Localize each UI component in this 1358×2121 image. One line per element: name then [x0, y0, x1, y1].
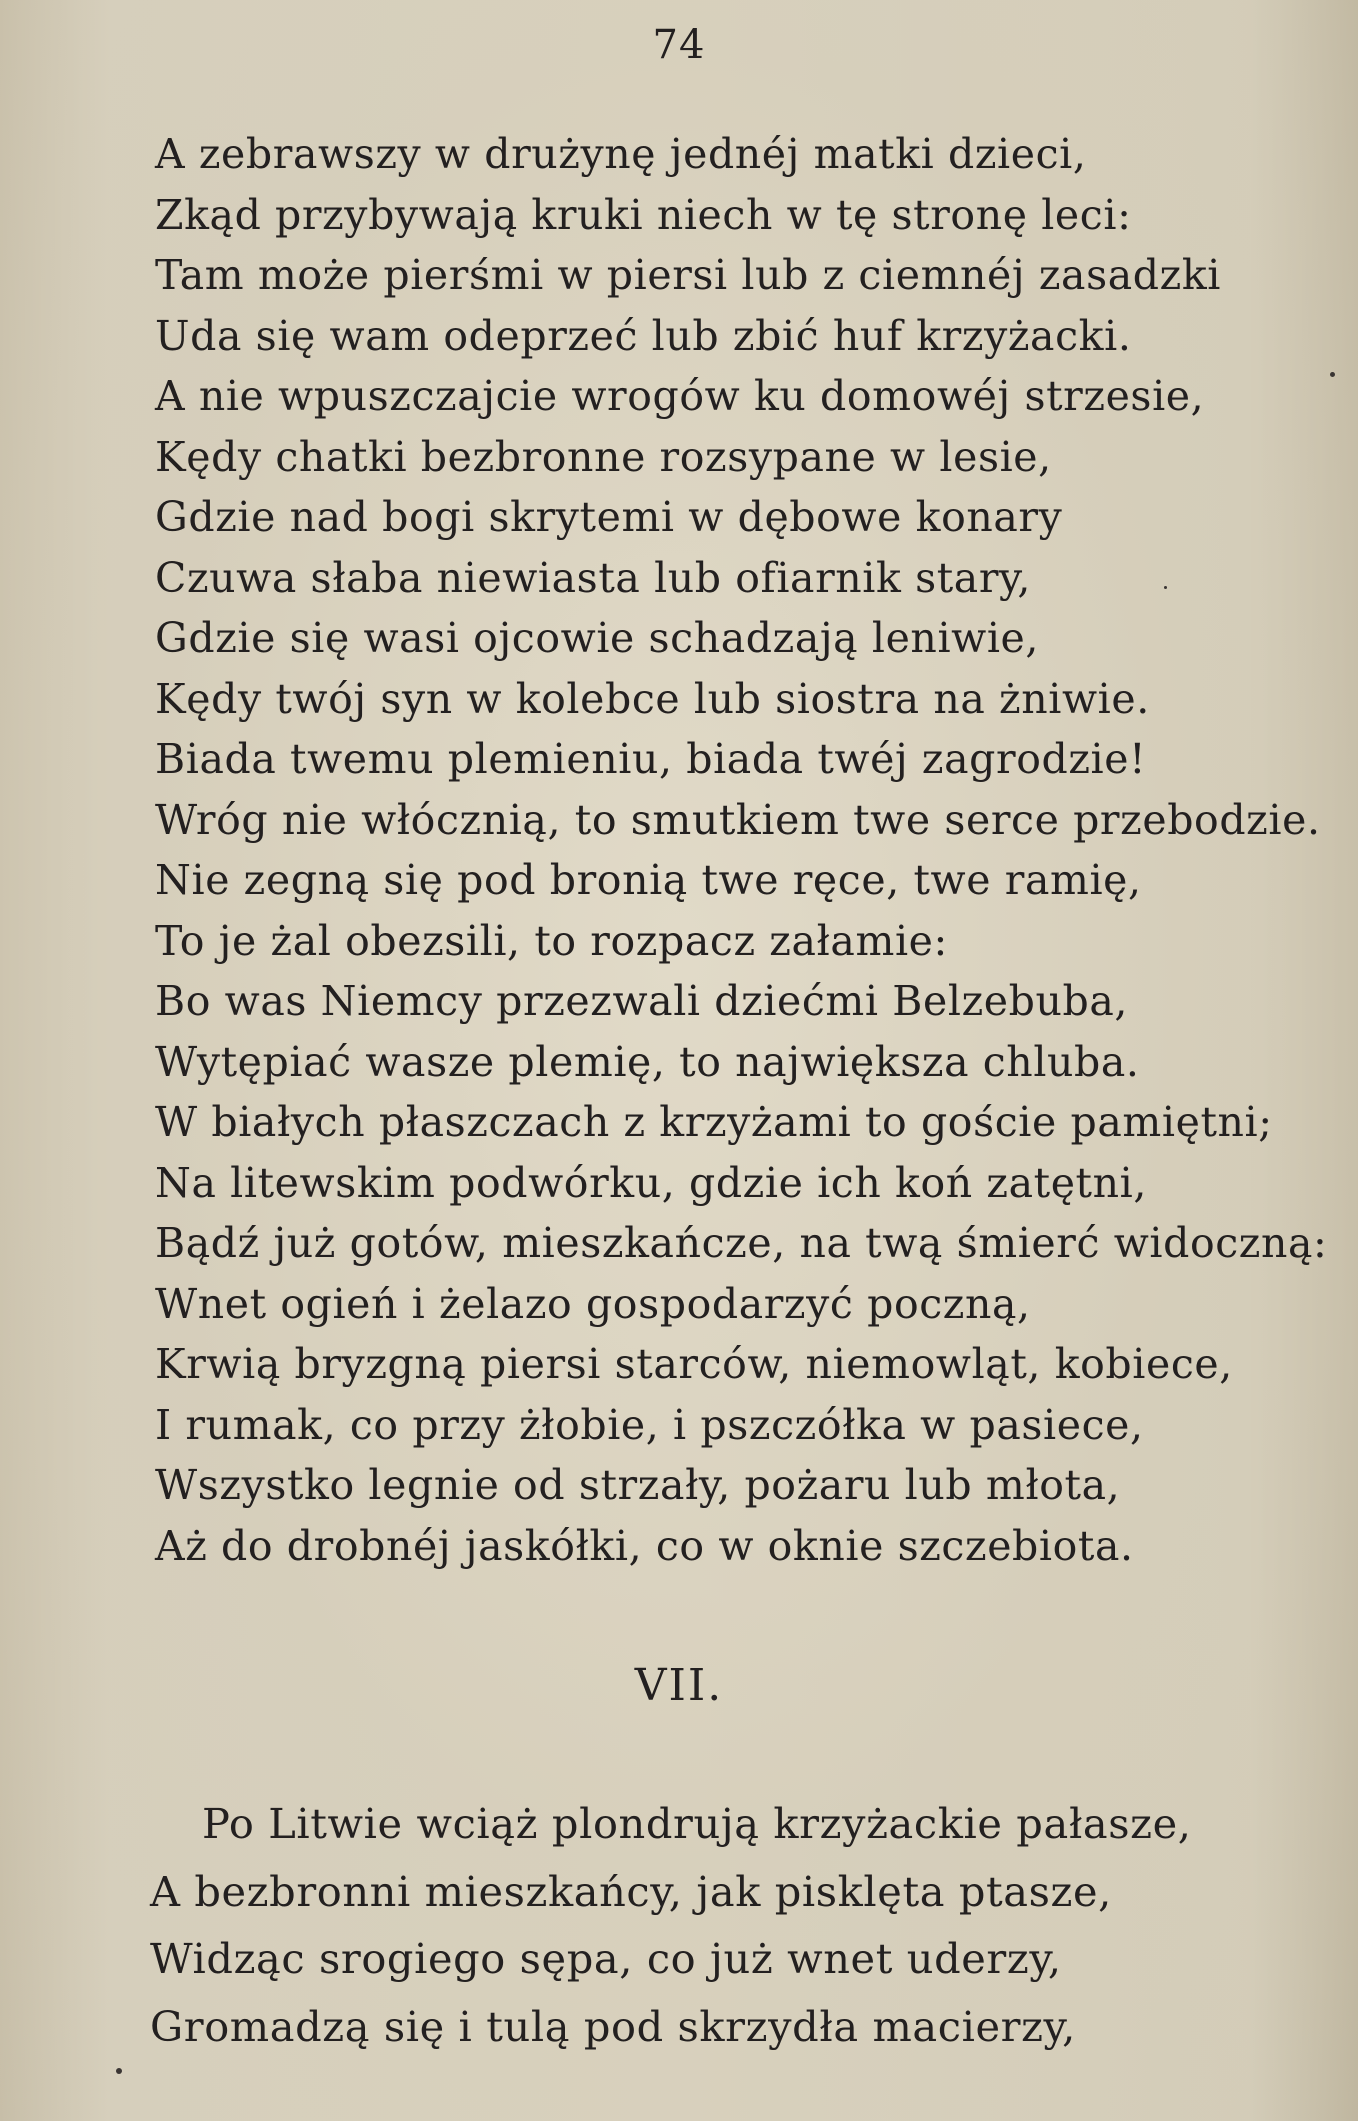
verse-line: Gdzie się wasi ojcowie schadzają leniwie,: [155, 614, 1040, 662]
verse-line: Tam może pierśmi w piersi lub z ciemnéj zasadzki: [155, 251, 1221, 299]
verse-line: Gromadzą się i tulą pod skrzydła macierzy,: [150, 2001, 1076, 2051]
stanza-2: [150, 1790, 1192, 2060]
verse-line: I rumak, co przy żłobie, i pszczółka w pasiece,: [155, 1400, 1144, 1449]
verse-line: Czuwa słaba niewiasta lub ofiarnik stary,: [155, 553, 1031, 602]
page-number: 74: [652, 22, 706, 68]
verse-line: A nie wpuszczajcie wrogów ku domowéj strzesie,: [155, 372, 1205, 420]
verse-line: Kędy chatki bezbronne rozsypane w lesie,: [155, 432, 1052, 481]
verse-line: Kędy twój syn w kolebce lub siostra na żniwie.: [155, 674, 1150, 723]
stanza-1: [155, 124, 1327, 1576]
verse-line: Gdzie nad bogi skrytemi w dębowe konary: [155, 493, 1063, 541]
verse-line: A zebrawszy w drużynę jednéj matki dzieci,: [155, 130, 1087, 178]
verse-line: Uda się wam odeprzeć lub zbić huf krzyżacki.: [155, 311, 1132, 360]
verse-line: Wytępiać wasze plemię, to największa chluba.: [155, 1037, 1140, 1086]
verse-line: Bo was Niemcy przezwali dziećmi Belzebuba,: [155, 977, 1129, 1025]
verse-line: Widząc srogiego sępa, co już wnet uderzy,: [150, 1934, 1062, 1983]
verse-line: Krwią bryzgną piersi starców, niemowląt, kobiece,: [155, 1340, 1233, 1388]
paper-speck: [1330, 372, 1335, 377]
verse-line: A bezbronni mieszkańcy, jak pisklęta ptasze,: [150, 1866, 1112, 1916]
verse-line: W białych płaszczach z krzyżami to goście pamiętni;: [155, 1098, 1273, 1146]
verse-line: Bądź już gotów, mieszkańcze, na twą śmierć widoczną:: [155, 1219, 1328, 1267]
verse-line: Na litewskim podwórku, gdzie ich koń zatętni,: [155, 1158, 1147, 1207]
paper-speck: [116, 2068, 122, 2074]
verse-line: Wszystko legnie od strzały, pożaru lub młota,: [155, 1461, 1121, 1509]
verse-line: Biada twemu plemieniu, biada twéj zagrodzie!: [155, 735, 1147, 783]
verse-line: Wnet ogień i żelazo gospodarzyć poczną,: [155, 1279, 1031, 1328]
verse-line: Po Litwie wciąż plondrują krzyżackie pałasze,: [202, 1799, 1192, 1848]
verse-line: Zkąd przybywają kruki niech w tę stronę leci:: [155, 190, 1132, 239]
verse-line: Wróg nie włócznią, to smutkiem twe serce przebodzie.: [155, 795, 1321, 844]
verse-line: Nie zegną się pod bronią twe ręce, twe ramię,: [155, 856, 1142, 904]
section-heading: VII.: [634, 1660, 724, 1711]
verse-line: Aż do drobnéj jaskółki, co w oknie szczebiota.: [155, 1521, 1134, 1570]
verse-line: To je żal obezsili, to rozpacz załamie:: [155, 916, 948, 965]
paper-speck: [1164, 586, 1167, 589]
